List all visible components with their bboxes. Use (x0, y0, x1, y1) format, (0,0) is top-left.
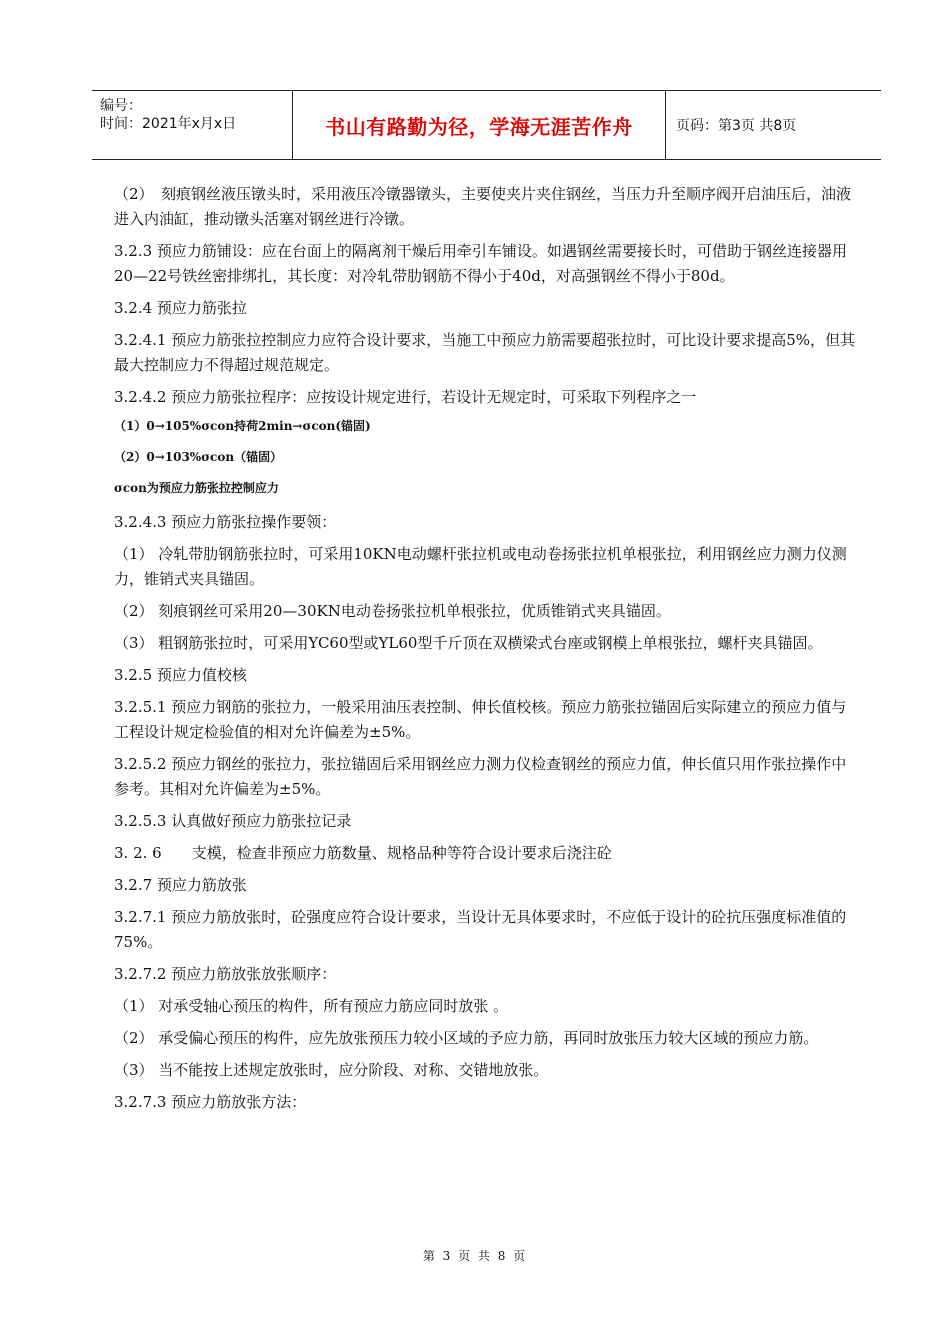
paragraph: 3.2.5.1 预应力钢筋的张拉力，一般采用油压表控制、伸长值校核。预应力筋张拉锚固后实际建立的预应力值与工程设计规定检验值的相对允许偏差为±5%。 (114, 698, 847, 741)
paragraph: 3. 2. 6 支模，检查非预应力筋数量、规格品种等符合设计要求后浇注砼 (114, 844, 612, 862)
document-body (114, 182, 860, 1122)
header-motto: 书山有路勤为径，学海无涯苦作舟 (293, 91, 666, 159)
list-item: （1） 冷轧带肋钢筋张拉时，可采用10KN电动螺杆张拉机或电动卷扬张拉机单根张拉，利用钢丝应力测力仪测力，锥销式夹具锚固。 (114, 545, 847, 588)
section-heading: 3.2.4 预应力筋张拉 (114, 299, 247, 317)
number-label: 编号： (100, 98, 142, 114)
paragraph: 3.2.5.3 认真做好预应力筋张拉记录 (114, 812, 352, 830)
page-footer: 第 3 页 共 8 页 (422, 1249, 528, 1263)
formula-note: σcon为预应力筋张拉控制应力 (114, 481, 279, 495)
section-heading: 3.2.5 预应力值校核 (114, 666, 247, 684)
formula-line: （2）0→103%σcon（锚固） (114, 450, 283, 464)
time-label: 时间：2021年x月x日 (100, 116, 237, 132)
paragraph: 3.2.7.2 预应力筋放张放张顺序： (114, 965, 337, 983)
paragraph: （2） 刻痕钢丝液压镦头时，采用液压冷镦器镦头，主要使夹片夹住钢丝，当压力升至顺序阀开启油压后，油液进入内油缸，推动镦头活塞对钢丝进行冷镦。 (114, 185, 852, 228)
section-heading: 3.2.7 预应力筋放张 (114, 876, 247, 894)
page-header (92, 90, 881, 160)
list-item: （3） 粗钢筋张拉时，可采用YC60型或YL60型千斤顶在双横梁式台座或钢模上单根张拉，螺杆夹具锚固。 (114, 634, 823, 652)
list-item: （2） 承受偏心预压的构件，应先放张预压力较小区域的予应力筋，再同时放张压力较大区域的预应力筋。 (114, 1029, 819, 1047)
header-page-info: 页码：第3页 共8页 (676, 118, 797, 134)
paragraph: 3.2.4.1 预应力筋张拉控制应力应符合设计要求，当施工中预应力筋需要超张拉时，可比设计要求提高5%，但其最大控制应力不得超过规范规定。 (114, 331, 856, 374)
list-item: （3） 当不能按上述规定放张时，应分阶段、对称、交错地放张。 (114, 1061, 549, 1079)
paragraph: 3.2.4.2 预应力筋张拉程序：应按设计规定进行，若设计无规定时，可采取下列程序之一 (114, 388, 697, 406)
formula-line: （1）0→105%σcon持荷2min→σcon(锚固) (114, 419, 371, 433)
paragraph: 3.2.4.3 预应力筋张拉操作要领： (114, 513, 337, 531)
list-item: （2） 刻痕钢丝可采用20—30KN电动卷扬张拉机单根张拉，优质锥销式夹具锚固。 (114, 602, 671, 620)
paragraph: 3.2.3 预应力筋铺设：应在台面上的隔离剂干燥后用牵引车铺设。如遇钢丝需要接长时，可借助于钢丝连接器用20—22号铁丝密排绑扎，其长度：对冷轧带肋钢筋不得小于40d，对高强钢丝不得小于80d。 (114, 242, 847, 285)
paragraph: 3.2.7.3 预应力筋放张方法： (114, 1093, 307, 1111)
list-item: （1） 对承受轴心预压的构件，所有预应力筋应同时放张 。 (114, 997, 509, 1015)
paragraph: 3.2.7.1 预应力筋放张时，砼强度应符合设计要求，当设计无具体要求时，不应低于设计的砼抗压强度标准值的75%。 (114, 908, 847, 951)
paragraph: 3.2.5.2 预应力钢丝的张拉力，张拉锚固后采用钢丝应力测力仪检查钢丝的预应力值，伸长值只用作张拉操作中参考。其相对允许偏差为±5%。 (114, 755, 847, 798)
header-meta (92, 91, 293, 159)
